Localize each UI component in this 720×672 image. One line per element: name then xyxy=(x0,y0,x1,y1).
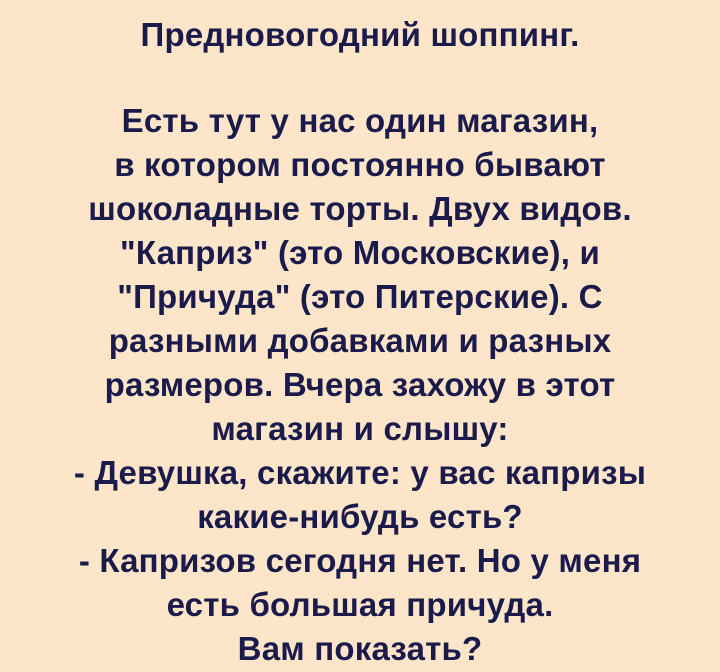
joke-dialogue-line: - Девушка, скажите: у вас капризы xyxy=(73,454,647,491)
joke-line: в котором постоянно бывают xyxy=(114,146,606,183)
joke-body xyxy=(0,99,720,671)
joke-dialogue-line: какие-нибудь есть? xyxy=(197,498,523,535)
joke-line: разными добавками и разных xyxy=(108,322,612,359)
joke-title: Предновогодний шоппинг. xyxy=(140,16,580,53)
joke-line: магазин и слышу: xyxy=(211,410,509,447)
joke-dialogue-line: есть большая причуда. xyxy=(166,586,554,623)
joke-dialogue-line: - Капризов сегодня нет. Но у меня xyxy=(78,542,642,579)
joke-dialogue-line: Вам показать? xyxy=(237,630,483,667)
joke-line: "Причуда" (это Питерские). С xyxy=(117,278,603,315)
joke-line: шоколадные торты. Двух видов. xyxy=(88,190,632,227)
joke-line: Есть тут у нас один магазин, xyxy=(121,102,599,139)
joke-line: "Каприз" (это Московские), и xyxy=(120,234,600,271)
joke-line: размеров. Вчера захожу в этот xyxy=(104,366,616,403)
